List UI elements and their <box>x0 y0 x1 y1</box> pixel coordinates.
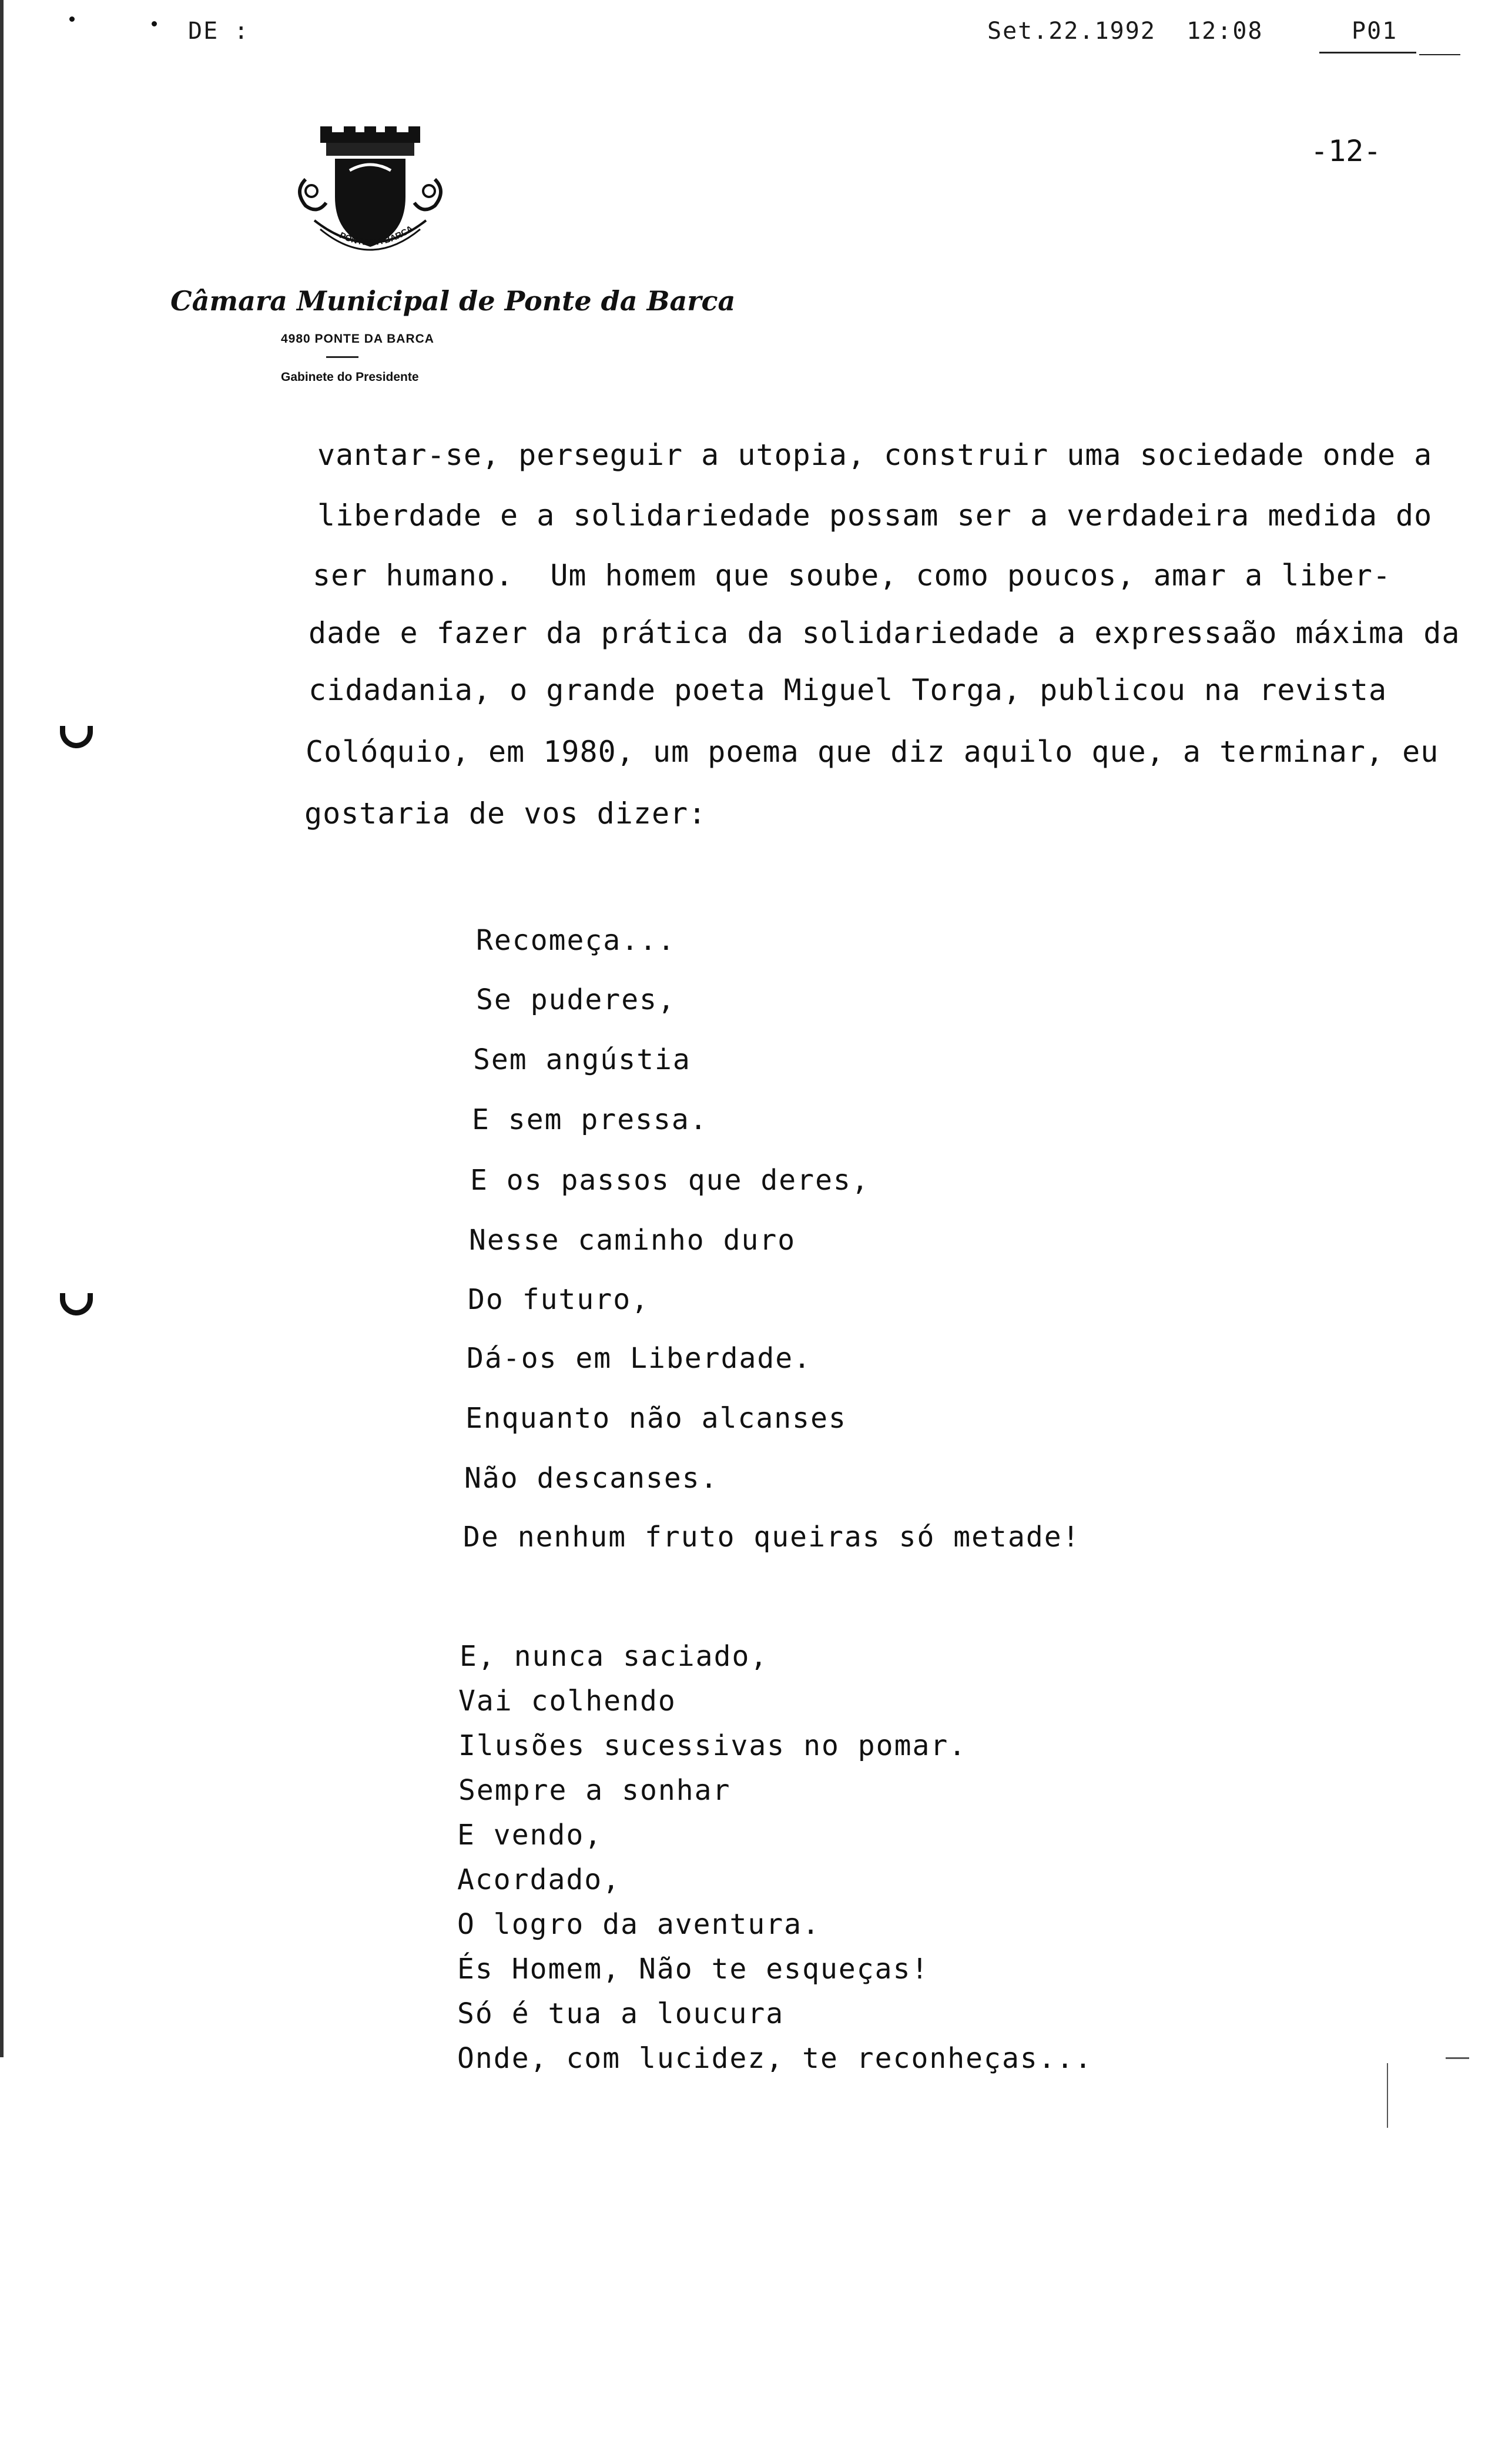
body-line: gostaria de vos dizer: <box>304 796 707 831</box>
poem-line: Se puderes, <box>476 983 676 1016</box>
poem-line: Do futuro, <box>468 1283 649 1316</box>
punch-hole-mark <box>60 726 93 748</box>
poem-line: Só é tua a loucura <box>457 1997 785 2030</box>
body-line: ser humano. Um homem que soube, como poucos, amar a liber- <box>313 558 1392 592</box>
body-line: vantar-se, perseguir a utopia, construir uma sociedade onde a <box>317 438 1433 472</box>
body-line: liberdade e a solidariedade possam ser a verdadeira medida do <box>317 498 1433 533</box>
municipal-crest-logo <box>294 126 447 267</box>
poem-line: Ilusões sucessivas no pomar. <box>458 1729 967 1762</box>
poem-line: E os passos que deres, <box>470 1164 870 1197</box>
poem-line: Sem angústia <box>473 1043 691 1076</box>
scan-speck <box>1387 2063 1388 2128</box>
page-number: -12- <box>1310 134 1382 168</box>
body-line: dade e fazer da prática da solidariedade a expressaão máxima da <box>309 616 1460 650</box>
poem-line: E, nunca saciado, <box>460 1640 769 1673</box>
letterhead-rule <box>326 356 358 358</box>
poem-line: E sem pressa. <box>472 1103 708 1136</box>
crest-banner-text: PONTE DA BARCA <box>337 223 415 248</box>
poem-line: Sempre a sonhar <box>458 1774 731 1807</box>
scan-left-edge <box>0 0 4 2057</box>
municipality-name: Câmara Municipal de Ponte da Barca <box>170 285 736 317</box>
poem-line: És Homem, Não te esqueças! <box>457 1953 930 1986</box>
poem-line: Dá-os em Liberdade. <box>467 1342 812 1375</box>
poem-line: O logro da aventura. <box>457 1908 820 1941</box>
letterhead-address: 4980 PONTE DA BARCA <box>281 332 434 346</box>
poem-line: Não descanses. <box>464 1462 719 1495</box>
poem-line: Vai colhendo <box>458 1685 676 1718</box>
punch-hole-mark <box>60 1293 93 1315</box>
scan-dot <box>152 21 157 26</box>
poem-line: Onde, com lucidez, te reconheças... <box>457 2042 1093 2075</box>
poem-line: De nenhum fruto queiras só metade! <box>463 1521 1081 1554</box>
scan-dot <box>69 16 75 22</box>
fax-underline <box>1319 52 1416 53</box>
poem-line: Recomeça... <box>476 924 676 957</box>
fax-from-label: DE : <box>188 18 250 45</box>
poem-line: Acordado, <box>457 1863 621 1896</box>
scan-speck <box>1446 2057 1469 2059</box>
fax-page-code: P01 <box>1352 18 1398 45</box>
poem-line: Enquanto não alcanses <box>465 1402 847 1435</box>
letterhead-office: Gabinete do Presidente <box>281 370 419 384</box>
poem-line: Nesse caminho duro <box>469 1224 796 1257</box>
fax-underline <box>1419 54 1460 55</box>
poem-line: E vendo, <box>457 1819 603 1852</box>
fax-timestamp: Set.22.1992 12:08 <box>987 18 1263 45</box>
body-line: Colóquio, em 1980, um poema que diz aquilo que, a terminar, eu <box>306 735 1439 769</box>
body-line: cidadania, o grande poeta Miguel Torga, publicou na revista <box>309 673 1387 707</box>
